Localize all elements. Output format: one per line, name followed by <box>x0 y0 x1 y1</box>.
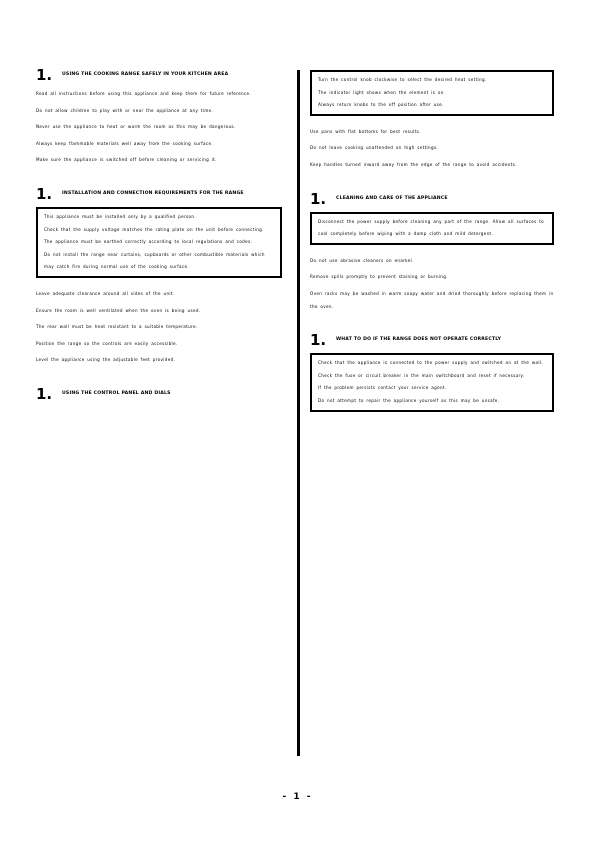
paragraph: Do not allow children to play with or near the appliance at any time. <box>36 107 214 113</box>
paragraph: Remove spills promptly to prevent staining or burning. <box>310 274 448 280</box>
boxed-note <box>36 207 282 278</box>
paragraph: Make sure the appliance is switched off before cleaning or servicing it. <box>36 157 217 163</box>
section-heading <box>310 189 554 208</box>
paragraph: The indicator light shows when the element is on. <box>318 89 446 95</box>
boxed-note <box>310 353 554 411</box>
paragraph: Position the range so the controls are easily accessible. <box>36 340 178 346</box>
section-title: WHAT TO DO IF THE RANGE DOES NOT OPERATE CORRECTLY <box>336 337 502 343</box>
paragraph: Do not use abrasive cleaners on enamel. <box>310 257 414 263</box>
paragraph: Check that the supply voltage matches the rating plate on the unit before connecting. <box>44 226 264 232</box>
section-heading <box>36 184 282 203</box>
paragraph: Ensure the room is well ventilated when the oven is being used. <box>36 307 201 313</box>
section-number: 1. <box>36 66 53 84</box>
paragraph: Turn the control knob clockwise to select the desired heat setting. <box>318 77 487 82</box>
paragraph: Level the appliance using the adjustable feet provided. <box>36 357 176 363</box>
section-title: USING THE COOKING RANGE SAFELY IN YOUR KITCHEN AREA <box>62 72 229 77</box>
section-title: INSTALLATION AND CONNECTION REQUIREMENTS FOR THE RANGE <box>62 190 244 196</box>
paragraph: Never use the appliance to heat or warm the room as this may be dangerous. <box>36 124 236 130</box>
paragraph: This appliance must be installed only by a qualified person. <box>44 213 196 219</box>
paragraph: Read all instructions before using this appliance and keep them for future reference. <box>36 91 252 96</box>
page-number: - 1 - <box>282 792 313 802</box>
section-heading <box>36 384 282 403</box>
paragraph: Do not attempt to repair the appliance yourself as this may be unsafe. <box>318 397 500 403</box>
section-number: 1. <box>310 331 327 350</box>
section-body <box>36 288 282 367</box>
paragraph: Keep handles turned inward away from the edge of the range to avoid accidents. <box>310 161 517 167</box>
paragraph: Check that the appliance is connected to the power supply and switched on at the wall. <box>318 360 544 366</box>
paragraph: Check the fuse or circuit breaker in the main switchboard and reset if necessary. <box>318 372 525 378</box>
boxed-note <box>310 212 554 245</box>
section-number: 1. <box>36 184 53 203</box>
section-number: 1. <box>310 189 327 208</box>
paragraph: Do not install the range near curtains, cupboards or other combustible materials which may catch fire during normal use of the cooking surface. <box>44 251 265 270</box>
paragraph: Oven racks may be washed in warm soapy water and dried thoroughly before replacing them in the oven. <box>310 290 554 309</box>
paragraph: Leave adequate clearance around all sides of the unit. <box>36 290 175 296</box>
boxed-note <box>310 70 554 116</box>
paragraph: Do not leave cooking unattended on high settings. <box>310 145 439 151</box>
section-heading <box>36 66 282 84</box>
paragraph: If the problem persists contact your service agent. <box>318 385 447 391</box>
section-heading <box>310 331 554 350</box>
right-column <box>310 70 554 422</box>
paragraph: The appliance must be earthed correctly according to local regulations and codes. <box>44 239 253 245</box>
section-body <box>310 126 554 172</box>
section-title: CLEANING AND CARE OF THE APPLIANCE <box>336 195 448 201</box>
section-title: USING THE CONTROL PANEL AND DIALS <box>62 390 171 396</box>
section-body <box>310 255 554 313</box>
paragraph: Always return knobs to the off position after use. <box>318 102 444 108</box>
paragraph: The rear wall must be heat resistant to a suitable temperature. <box>36 324 198 330</box>
left-column <box>36 66 282 407</box>
paragraph: Disconnect the power supply before cleaning any part of the range. Allow all surfaces to cool completely before wiping with a damp cloth and mild detergent. <box>318 218 545 237</box>
paragraph: Always keep flammable materials well away from the cooking surface. <box>36 140 213 146</box>
column-divider <box>297 70 300 756</box>
section-number: 1. <box>36 384 53 403</box>
section-body <box>36 88 282 167</box>
paragraph: Use pans with flat bottoms for best results. <box>310 128 421 134</box>
